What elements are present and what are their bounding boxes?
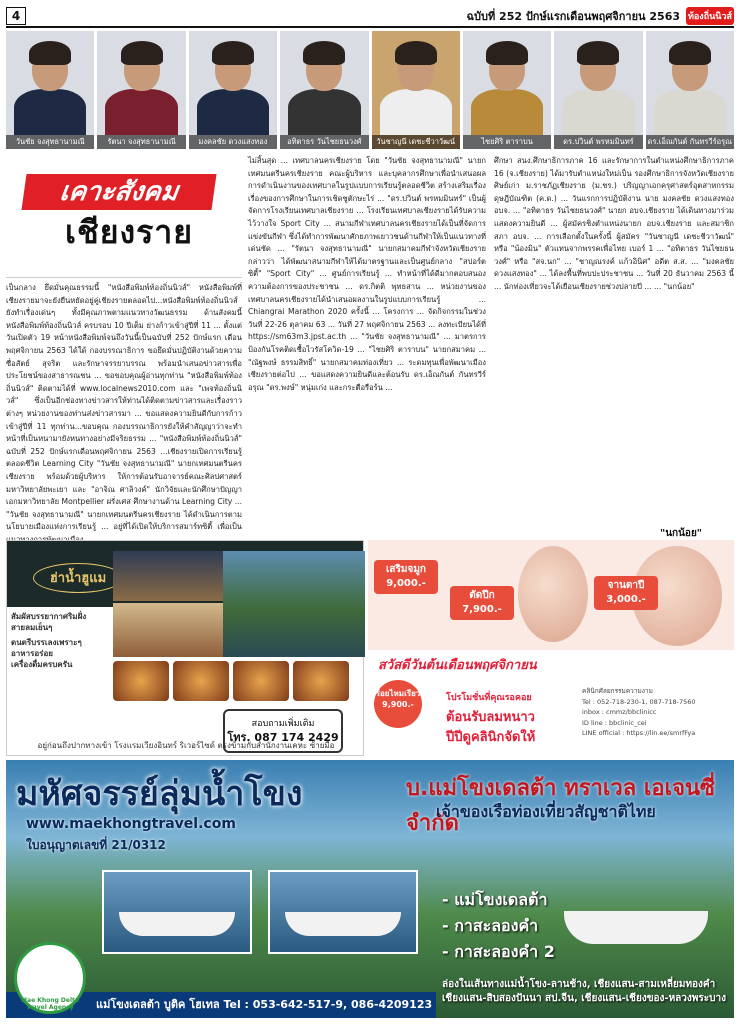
boat-photo <box>268 870 418 954</box>
portrait <box>280 31 368 149</box>
tour-company: บ.แม่โขงเดลต้า ทราเวล เอเจนซี่ จำกัด <box>406 776 715 836</box>
travel-agency-seal: Mae Khong Delta Travel Agency <box>14 942 86 1014</box>
clinic-ad[interactable] <box>368 540 734 756</box>
portrait <box>6 31 94 149</box>
price-badge: เสริมจมูก 9,000.- <box>374 560 438 594</box>
portrait-caption: รัตนา จงสุทธานามณี <box>97 135 185 149</box>
tour-title: มหัศจรรย์ลุ่มน้ำโขง <box>16 774 303 814</box>
ad-line: สายลมเย็นๆ <box>11 623 53 632</box>
phone-number: โทร. 087 174 2429 <box>227 731 339 744</box>
newspaper-logo: ท้องถิ่นนิวส์ <box>686 7 734 25</box>
food-photo <box>233 661 289 701</box>
promo-line: ปีปีดูคลินิกจัดให้ <box>446 730 536 745</box>
model-face <box>518 546 588 642</box>
tour-routes: ล่องในเส้นทางแม่น้ำโขง-ลานช้าง, เชียงแสน-สามเหลี่ยมทองคำ เชียงแสน-สิบสองปันนา สป.จีน, เชียงแสน-เชียงของ-หลวงพระบาง <box>442 979 726 1004</box>
article-column-3: ศึกษา สนง.ศึกษาธิการภาค 16 และรักษาการในตำแหน่งศึกษาธิการภาค 16 (จ.เชียงราย) ได้มารับตำแหน่งใหม่เป็น รองศึกษาธิการจังหวัดเชียงราย ศิษย์เก่า ม.ราชภัฏเชียงราย (ม.ชร.) ปริญญาเอกครุศาสตร์อุตสาหกรรมดุษฎีบัณฑิต (ค.ด.) ... วันแรกการปฏิบัติงาน นาย มงคลชัย ดวงแสงทอง อบจ. ... "อทิตาธร วันไชยธนวงศ์" นายก อบจ.เชียงราย ได้เดินทางมาร่วมแสดงความยินดี ... ผู้สมัครชิงตำแหน่งนายก อบจ.เชียงราย และสมาชิกสภา อบจ. ... การเลือกตั้งในครั้งนี้ ผู้สมัคร "วันชาญนี เดชะชีวาวัฒน์" หรือ "น้องมิน" ตัวแทนจากพรรคเพื่อไทย เบอร์ 1 ... "อทิตาธร วันไชยธนวงศ์" หรือ "สจ.นก" ... "ชาญณรงค์ แก้วอินิศ" อดีต ส.ส. ... "มงคลชัย ดวงแสงทอง" ... ได้ลงพื้นที่พบปะประชาชน ... วันที่ 20 ธันวาคม 2563 นี้ ... นักท่องเที่ยวจะได้เยือนเชียงรายช่วงปลายปี ... ... "นกน้อย" <box>494 156 734 291</box>
food-photo <box>173 661 229 701</box>
portrait <box>554 31 642 149</box>
portrait <box>463 31 551 149</box>
issue-info: ฉบับที่ 252 ปักษ์แรกเดือนพฤศจิกายน 2563 <box>466 10 680 23</box>
portrait-caption: อทิตาธร วันไชยธนวงศ์ <box>280 135 368 149</box>
ad-line: สัมผัสบรรยากาศริมฝั่ง <box>11 612 87 621</box>
boat-name: - แม่โขงเดลต้า <box>442 890 548 909</box>
column-masthead <box>6 160 242 278</box>
clinic-headline: สวัสดีวันต้นเดือนพฤศจิกายน <box>378 658 537 673</box>
ad-footer: อยู่ก่อนถึงปากทางเข้า โรงแรมเวียงอินทร์ ริเวอร์ไซด์ ตรงข้ามกับสำนักงานเคหะ ซ้ายมือ <box>37 741 335 750</box>
ad-line: อาหารอร่อย <box>11 649 53 658</box>
tour-url[interactable]: www.maekhongtravel.com <box>26 816 236 832</box>
boat-photo <box>102 870 252 954</box>
restaurant-logo: ฮ่าน้ำฮูแม <box>33 563 123 593</box>
portrait <box>97 31 185 149</box>
portrait <box>646 31 734 149</box>
portrait-caption: วันชาญนี เดชะชีวาวัฒน์ <box>372 135 460 149</box>
portrait <box>372 31 460 149</box>
masthead-place: เชียงราย <box>65 213 193 251</box>
portrait-caption: มงคลชัย ดวงแสงทอง <box>189 135 277 149</box>
author-signature: "นกน้อย" <box>660 528 703 539</box>
ad-line: เครื่องดื่มครบครัน <box>11 660 73 669</box>
food-photo <box>293 661 349 701</box>
contact-box: สอบถามเพิ่มเติม โทร. 087 174 2429 <box>223 709 343 753</box>
portrait-caption: ดร.เอ็ณกันต์ กันทรวีร์อรุณ <box>646 135 734 149</box>
page-number: 4 <box>6 7 26 25</box>
tour-tagline: เจ้าของเรือท่องเที่ยวสัญชาติไทย <box>436 802 656 821</box>
portrait-caption: ไชยศิริ ตาราบน <box>463 135 551 149</box>
tour-license: ใบอนุญาตเลขที่ 21/0312 <box>26 838 166 852</box>
portrait-caption: ดร.ปวินต์ พรหมมินทร์ <box>554 135 642 149</box>
restaurant-photo <box>113 603 223 657</box>
article-column-1: เป็นกลาง ยึดมั่นคุณธรรมนี้ "หนังสือพิมพ์ท้องถิ่นนิวส์" หนังสือพิมพ์ที่เชียงรายมาจะยังยืนหยัดอยู่คู่เชียงรายตลอดไป...หนังสือพิมพ์ท้องถิ่นนิวส์ ยังทำเรื่องเด่นๆ ทั้งมีคุณภาพตามแนวทางวัฒนธรรม ด้านสังคมนี้ หนังสือพิมพ์ท้องถิ่นนิวส์ ครบรอบ 10 ปีเต็ม ย่างก้าวเข้าสู่ปีที่ 11 ... ตั้งแต่วันเปิดตัว 19 หน้าหนังสือพิมพ์จนถึงวันนี้เป็นฉบับที่ 252 ปักษ์แรก เดือนพฤศจิกายน 2563 ได้ใด้ กองบรรณาธิการ ขอยึดมั่นปฏิบัติงานด้วยความซื่อสัตย์ สุจริต และรักษาจรรยาบรรณ พร้อมนำเสนอข่าวสารเพื่อประโยชน์ของสาธารณชน ... ขอขอบคุณผู้อ่านทุกท่าน "หนังสือพิมพ์ท้องถิ่นนิวส์" ติดตามได้ที่ www.localnews2010.com และ "เพจท้องถิ่นนิวส์" ซึ่งเป็นอีกช่องทางข่าวสารให้ท่านได้ติดตามข่าวสารและเรื่องราวต่างๆ หน่วยงานของท่านส่งข่าวสารมา ... ขอแสดงความยินดีกับการก้าวเข้าสู่ปีที่ 11 ทุกท่าน...ขอบคุณ กองบรรณาธิการยังให้คำสัญญาว่าจะทำหน้าที่เป็นหนามายังหนทางอย่างมีจริยธรรม ... "หนังสือพิมพ์ท้องถิ่นนิวส์" ฉบับที่ 252 ปักษ์แรกเดือนพฤศจิกายน 2563 ...เชียงรายเปิดการเรียนรู้ตลอดชีวิต Learning City "วันชัย จงสุทธานามณี" นายกเทศมนตรีนครเชียงราย พร้อมด้วยผู้บริหาร ให้การต้อนรับอาจารย์คณะศิลปศาสตร์ มหาวิทยาลัยพะเยา และ "อาจิณ ศาลิวงค์" นักวิจัยและนักศึกษาปัญญาเอกมหาวิทยาลัย Montpellier ฝรั่งเศส ศึกษางานด้าน Learning City ... "วันชัย จงสุทธานามณี" นายกเทศมนตรีนครเชียงราย ได้ดำเนินการตามนโยบายเมืองแห่งการเรียนรู้ ... อยู่ที่ได้เปิดให้บริการสมาร์ทซิตี้ เพื่อเป็น <box>6 283 242 532</box>
tour-ad[interactable] <box>6 760 734 1018</box>
price-badge: จานตาปี 3,000.- <box>594 576 658 610</box>
promo-badge: ร้อยไหมเรียว 9,900.- <box>374 680 422 728</box>
promo-line: โปรโมชั่นที่คุณรอคอย <box>446 693 532 703</box>
masthead-kicker: เคาะสังคม <box>21 174 216 210</box>
portrait-caption: วันชัย จงสุทธานามณี <box>6 135 94 149</box>
restaurant-photo <box>113 551 223 601</box>
restaurant-ad[interactable] <box>6 540 364 756</box>
portrait <box>189 31 277 149</box>
food-photo <box>113 661 169 701</box>
boat-name: - กาสะลองคำ 2 <box>442 942 555 961</box>
boat-photo <box>546 856 726 966</box>
page-header <box>6 6 734 28</box>
restaurant-photo <box>223 551 365 657</box>
article-column-2: ไม่สิ้นสุด ... เทศบาลนครเชียงราย โดย "วันชัย จงสุทธานามณี" นายกเทศมนตรีนครเชียงราย คณะผู้บริหาร และบุคลากรศึกษาเพื่อนำเสนอผลการดำเนินงานของเทศบาลในรูปแบบการเรียนรู้ตลอดชีวิต สร้างเสริมเรื่องเรื่องของการศึกษาในการเชิดชูตักษะไร่ ... "ดร.ปวินต์ พรหมมินทร์" เป็นผู้จัดการโรงเรียนเทศบาลเชียงราย ... โรงเรียนเทศบาลเชียงรายได้รับความไว้วางใจ Sport City ... สนามกีฬาเทศบาลนครเชียงรายได้เป็นที่จัดการแข่งขันกีฬา ซึ่งได้ทำการพัฒนาศักยภาพเยาวชนด้านกีฬาให้เป็นแนวทางที่เด่นชัด ... "รัตนา จงสุทธานามณี" นายกสมาคมกีฬาจังหวัดเชียงราย กล่าวว่า ได้พัฒนาสนามกีฬาให้ได้มาตรฐานและเป็นศูนย์กลาง "สปอร์ตซิตี้" "Sport City" ... ศูนย์การเรียนรู้ ... ทำหน้าที่ได้ดีมากตอบสนองความต้องการของประชาชน ... ดร.กิตติ พุทธสาน ... หน่วยงานของเทศบาลนครเชียงรายได้นำเสนอผลงานในรูปแบบการเรียนรู้ ... Chiangrai Marathon 2020 ครั้งนี้ ... โครงการ ... จัดกิจกรรมในช่วงวันที่ 22-26 ตุลาคม 63 ... วันที่ 27 พฤศจิกายน 2563 ... ลงทะเบียนได้ที่ https://sm63m3.jpst.ac.th ... "วันชัย จงสุทธานามณี" ... มาตรการป้องกันโรคติดเชื้อไวรัสโควิด-19 ... "ไชยศิริ ตาราบน" นายกสมาคม ... "ณัฐพงษ์ ธรรมสิทธิ์" นายกสมาคมท่องเที่ยว ... ระดมทุนเพื่อพัฒนาเมืองเชียงรายต่อไป ... ขอแสดงความยินดีและต้อนรับ ดร.เอ็ณกันต์ กันทรวีร์อรุณ "ดร.พงษ์" หนุ่มเก่ง และกระตือรือร้น ... <box>248 156 486 392</box>
boat-name: - กาสะลองคำ <box>442 916 539 935</box>
ad-line: ดนตรีบรรเลงเพราะๆ <box>11 638 82 647</box>
price-badge: ตัดปีก 7,900.- <box>450 586 514 620</box>
clinic-info: คลินิกศัลยกรรมความงาม Tel : 052-718-230-1, 087-718-7560 inbox : cmmz/bbclinicc ID line : bbclinic_cei LINE official : https://lin.ee/smrfFya <box>582 687 696 737</box>
promo-line: ต้อนรับลมหนาว <box>446 710 535 725</box>
portrait-strip <box>6 31 734 149</box>
hotel-contact: แม่โขงเดลต้า บูติค โฮเทล Tel : 053-642-517-9, 086-4209123 <box>6 992 436 1018</box>
